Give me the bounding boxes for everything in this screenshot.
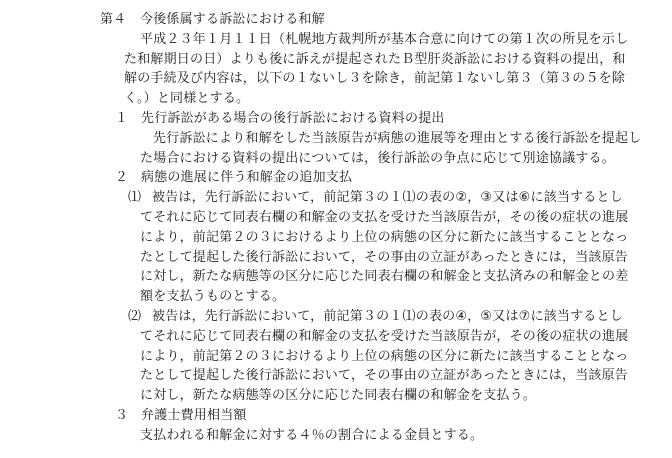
item-2-2-number: ⑵ [128, 309, 142, 324]
item-2-2-line: に対し，新たな病態等の区分に応じた同表右欄の和解金を支払う。 [140, 388, 537, 403]
intro-line: 平成２３年１月１１日（札幌地方裁判所が基本合意に向けての第１次の所見を示し [140, 32, 629, 47]
item-2-2-line: により，前記第２の３におけるより上位の病態の区分に新たに該当することとなっ [140, 349, 629, 364]
item-2-1-line: たとして提起した後行訴訟において，その事由の立証があったときには，当該原告 [140, 250, 629, 265]
item-3-number: ３ [115, 408, 129, 423]
item-2-1-line: に対し，新たな病態等の区分に応じた同表右欄の和解金と支払済みの和解金との差 [140, 269, 629, 284]
section-title: 今後係属する訴訟における和解 [140, 12, 325, 27]
intro-line: 解の手続及び内容は，以下の１ないし３を除き，前記第１ないし第３（第３の５を除 [124, 71, 626, 86]
item-2-1-line: により，前記第２の３におけるより上位の病態の区分に新たに該当することとなっ [140, 230, 629, 245]
section-number: 第４ [100, 12, 127, 27]
item-1-line: 先行訴訟により和解をした当該原告が病態の進展等を理由とする後行訴訟を提起し [153, 131, 642, 146]
item-2-2-line: 被告は，先行訴訟において，前記第３の１⑴の表の④，⑤又は⑦に該当するとし [152, 309, 623, 324]
item-2-number: ２ [115, 170, 129, 185]
intro-line: た和解期日の日）よりも後に訴えが提起されたＢ型肝炎訴訟における資料の提出，和 [124, 52, 626, 67]
item-1-number: １ [115, 111, 129, 126]
item-1-line: た場合における資料の提出については，後行訴訟の争点に応じて別途協議する。 [140, 151, 615, 166]
item-3-line: 支払われる和解金に対する４％の割合による金員とする。 [140, 428, 484, 443]
item-2-title: 病態の進展に伴う和解金の追加支払 [141, 170, 353, 185]
item-3-title: 弁護士費用相当額 [141, 408, 247, 423]
intro-line: く。）と同様とする。 [124, 91, 250, 106]
item-1-title: 先行訴訟がある場合の後行訴訟における資料の提出 [141, 111, 445, 126]
item-2-2-line: てそれに応じて同表右欄の和解金の支払を受けた当該原告が，その後の症状の進展 [140, 329, 629, 344]
item-2-1-line: 被告は，先行訴訟において，前記第３の１⑴の表の②，③又は⑥に該当するとし [152, 190, 623, 205]
item-2-1-line: 額を支払うものとする。 [140, 289, 286, 304]
item-2-2-line: たとして提起した後行訴訟において，その事由の立証があったときには，当該原告 [140, 368, 629, 383]
item-2-1-line: てそれに応じて同表右欄の和解金の支払を受けた当該原告が，その後の症状の進展 [140, 210, 629, 225]
item-2-1-number: ⑴ [128, 190, 142, 205]
